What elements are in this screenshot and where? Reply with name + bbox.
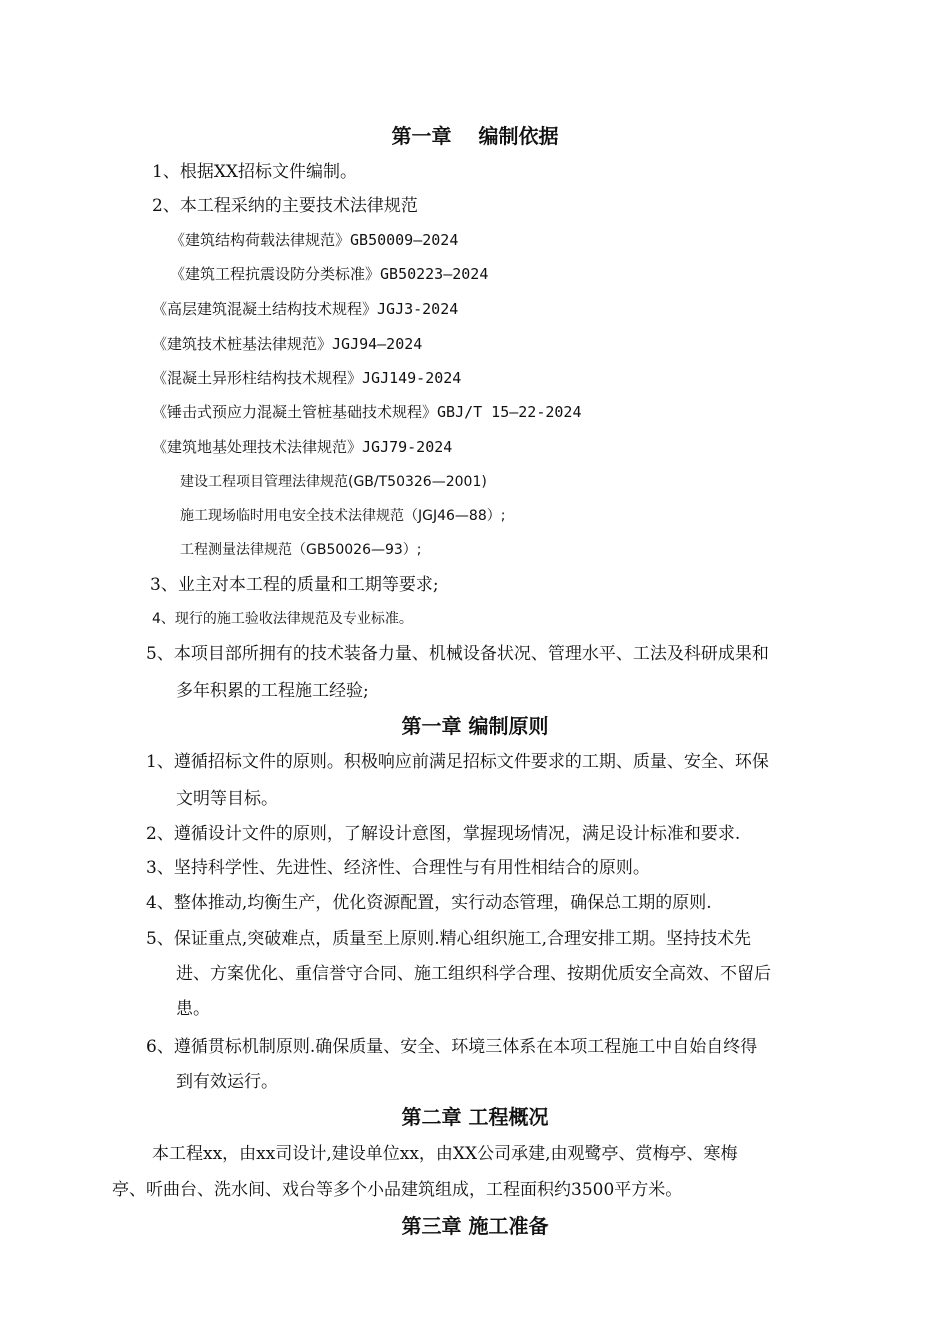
- standard-prestressed-pile: 《锤击式预应力混凝土管桩基础技术规程》GBJ/T 15—22-2024: [152, 403, 582, 421]
- basis-item-1: 1、根据XX招标文件编制。: [152, 162, 358, 182]
- chapter-2-title: 第二章 工程概况: [401, 1105, 549, 1129]
- chapter-3-title: 第三章 施工准备: [401, 1214, 549, 1238]
- standard-temporary-power: 施工现场临时用电安全技术法律规范（JGJ46—88）;: [180, 508, 506, 524]
- principle-1-line-2: 文明等目标。: [176, 789, 278, 809]
- principle-1-line-1: 1、遵循招标文件的原则。积极响应前满足招标文件要求的工期、质量、安全、环保: [146, 752, 769, 772]
- standard-ground-treatment: 《建筑地基处理技术法律规范》JGJ79-2024: [152, 438, 453, 456]
- standard-load-code: 《建筑结构荷载法律规范》GB50009—2024: [170, 231, 459, 249]
- standard-highrise-concrete: 《高层建筑混凝土结构技术规程》JGJ3-2024: [152, 300, 459, 318]
- basis-item-3: 3、业主对本工程的质量和工期等要求;: [150, 575, 439, 595]
- principle-6-line-1: 6、遵循贯标机制原则.确保质量、安全、环境三体系在本项工程施工中自始自终得: [146, 1037, 758, 1057]
- principle-5-line-2: 进、方案优化、重信誉守合同、施工组织科学合理、按期优质安全高效、不留后: [176, 964, 771, 984]
- principle-6-line-2: 到有效运行。: [176, 1072, 278, 1092]
- principle-3: 3、坚持科学性、先进性、经济性、合理性与有用性相结合的原则。: [146, 858, 650, 878]
- principle-5-line-1: 5、保证重点,突破难点，质量至上原则.精心组织施工,合理安排工期。坚持技术先: [146, 929, 752, 949]
- basis-item-5-line-1: 5、本项目部所拥有的技术装备力量、机械设备状况、管理水平、工法及科研成果和: [146, 644, 769, 664]
- chapter-principles-title: 第一章 编制原则: [401, 714, 549, 738]
- project-overview-line-2: 亭、听曲台、洗水间、戏台等多个小品建筑组成，工程面积约3500平方米。: [112, 1180, 683, 1200]
- principle-4: 4、整体推动,均衡生产，优化资源配置，实行动态管理，确保总工期的原则.: [146, 893, 712, 913]
- principle-2: 2、遵循设计文件的原则，了解设计意图，掌握现场情况，满足设计标准和要求.: [146, 824, 741, 844]
- standard-surveying: 工程测量法律规范（GB50026—93）;: [180, 542, 422, 558]
- standard-project-management: 建设工程项目管理法律规范(GB/T50326—2001): [180, 474, 487, 490]
- principle-5-line-3: 患。: [176, 999, 210, 1019]
- standard-special-column: 《混凝土异形柱结构技术规程》JGJ149-2024: [152, 369, 462, 387]
- chapter-1-title: 第一章 编制依据: [391, 124, 559, 148]
- basis-item-5-line-2: 多年积累的工程施工经验;: [176, 681, 369, 701]
- standard-seismic: 《建筑工程抗震设防分类标准》GB50223—2024: [170, 265, 489, 283]
- basis-item-4: 4、现行的施工验收法律规范及专业标准。: [152, 611, 413, 627]
- standard-pile-foundation: 《建筑技术桩基法律规范》JGJ94—2024: [152, 335, 423, 353]
- project-overview-line-1: 本工程xx，由xx司设计,建设单位xx，由XX公司承建,由观鹭亭、赏梅亭、寒梅: [152, 1144, 738, 1164]
- basis-item-2: 2、本工程采纳的主要技术法律规范: [152, 196, 418, 216]
